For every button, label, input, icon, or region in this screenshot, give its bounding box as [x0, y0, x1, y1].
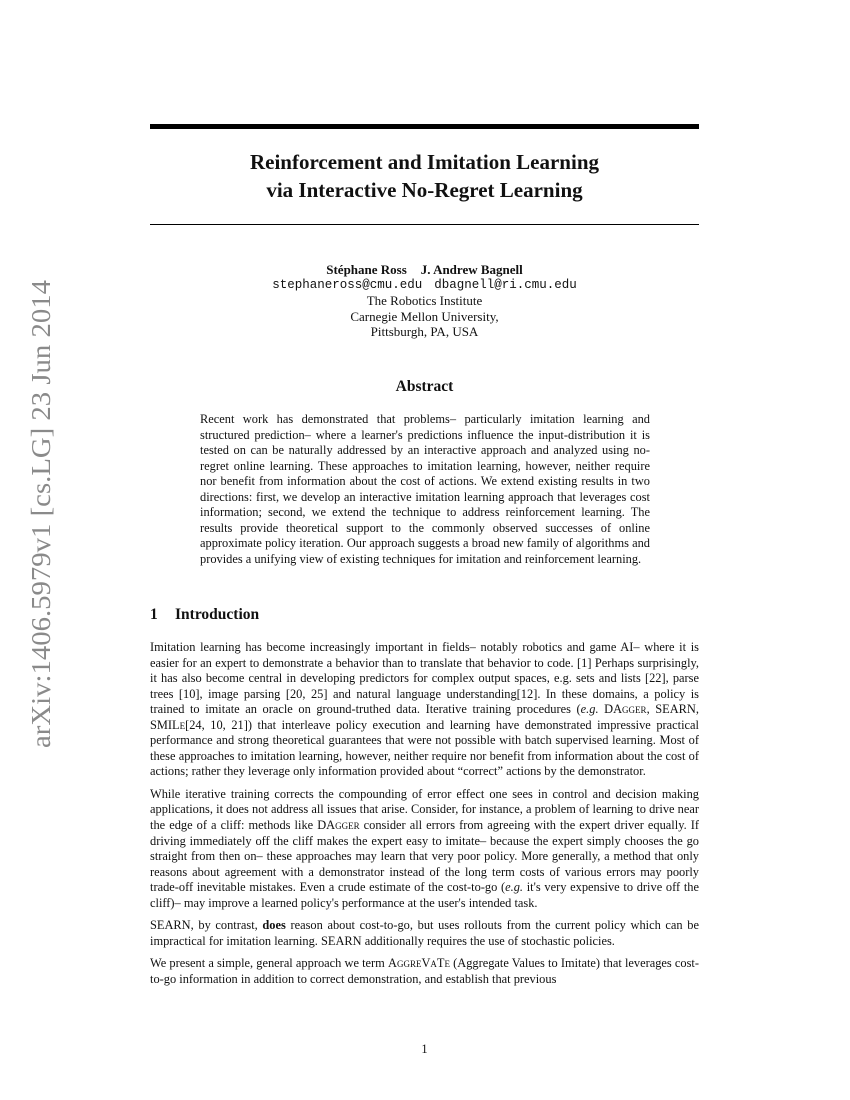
algorithm-name-dagger: DAgger	[317, 818, 360, 833]
intro-paragraph-3	[150, 918, 699, 949]
bold-does: does	[262, 918, 286, 933]
intro-paragraph-1	[150, 640, 699, 780]
algorithm-name-aggrevate: AggreVaTe	[388, 956, 450, 971]
affiliation-line-2: Carnegie Mellon University,	[350, 308, 499, 324]
italic-eg: e.g.	[580, 702, 599, 717]
title-bottom-rule	[150, 224, 699, 225]
algorithm-name-smile-suffix: e	[179, 717, 186, 732]
section-title: Introduction	[175, 606, 260, 623]
title-top-rule	[150, 124, 699, 129]
email-bagnell[interactable]: dbagnell@ri.cmu.edu	[434, 277, 577, 292]
arxiv-identifier: arXiv:1406.5979v1 [cs.LG] 23 Jun 2014	[26, 308, 56, 748]
page-number: 1	[421, 1042, 428, 1056]
affiliation-line-3: Pittsburgh, PA, USA	[370, 324, 479, 339]
author-ross: Stéphane Ross	[326, 262, 407, 277]
affiliation-line-1: The Robotics Institute	[366, 293, 483, 308]
author-emails	[150, 278, 699, 294]
author-bagnell: J. Andrew Bagnell	[420, 262, 523, 277]
title-line-2: via Interactive No-Regret Learning	[266, 178, 583, 202]
abstract-heading: Abstract	[395, 378, 454, 395]
text-run: consider all errors from agreeing with the expert driver equally. If driving immediately off the cliff makes the expert easy to imitate– because the expert simply chooses the go straight from then on– these approaches may learn that very poor policy. More generally, a method that only reasons about agreement with a demonstrator instead of the long term costs of various errors may poorly trade-off inevitable mistakes. Even a crude estimate of the cost-to-go (	[150, 818, 699, 895]
text-run: We present a simple, general approach we term	[150, 956, 388, 971]
paper-title	[150, 148, 699, 204]
arxiv-side-stamp	[16, 278, 60, 748]
title-line-1: Reinforcement and Imitation Learning	[249, 150, 599, 174]
text-run: reason about cost-to-go, but uses rollouts from the current policy which can be impractical for imitation learning. SEARN additionally requires the use of stochastic policies.	[150, 918, 699, 948]
section-number: 1	[150, 606, 158, 623]
text-run: it's very expensive to drive off the cliff)– may improve a learned policy's performance at the user's intended task.	[150, 880, 699, 910]
author-names	[150, 262, 699, 278]
abstract-text: Recent work has demonstrated that problems– particularly imitation learning and structured prediction– where a learner's predictions influence the input-distribution it is tested on can be naturally addressed by an interactive approach and analyzed using no-regret online learning. These approaches to imitation learning, however, neither require nor benefit from information about the cost of actions. We extend existing results in two directions: first, we develop an interactive imitation learning approach that leverages cost information; second, we extend the technique to address reinforcement learning. The results provide theoretical support to the commonly observed successes of online approximate policy iteration. Our approach suggests a broad new family of algorithms and provides a unifying view of existing techniques for imitation and reinforcement learning.	[200, 412, 650, 566]
introduction-body	[150, 640, 699, 994]
algorithm-name-dagger: DAgger	[604, 702, 647, 717]
text-run: SEARN, by contrast,	[150, 918, 263, 933]
section-heading-introduction	[150, 606, 699, 624]
text-run: , SEARN, SMIL	[150, 702, 699, 732]
italic-eg: e.g.	[505, 880, 524, 895]
author-block	[150, 262, 699, 340]
intro-paragraph-2	[150, 787, 699, 911]
text-run: Imitation learning has become increasingly important in fields– notably robotics and game AI– where it is easier for an expert to demonstrate a behavior than to translate that behavior to code. [1] Perhaps surprisingly, it has also become central in developing predictors for complex output spaces, e.g. sets and lists [22], parse trees [10], image parsing [20, 25] and natural language understanding[12]. In these domains, a policy is trained to imitate an oracle on ground-truthed data. Iterative training procedures (	[150, 640, 699, 717]
text-run: [24, 10, 21]) that interleave policy execution and learning have demonstrated impressive practical performance and strong theoretical guarantees that were not possible with batch supervised learning. Most of these approaches to imitation learning, however, neither require nor benefit from information about the cost of actions; rather they leverage only information provided about “correct” actions by the demonstrator.	[150, 717, 699, 779]
text-run: (Aggregate Values to Imitate) that leverages cost-to-go information in addition to correct demonstration, and establish that previous	[150, 956, 699, 986]
email-ross[interactable]: stephaneross@cmu.edu	[272, 277, 423, 292]
intro-paragraph-4	[150, 956, 699, 987]
text-run: While iterative training corrects the compounding of error effect one sees in control and decision making applications, it does not address all issues that arise. Consider, for instance, a problem of learning to drive near the edge of a cliff: methods like	[150, 786, 699, 833]
